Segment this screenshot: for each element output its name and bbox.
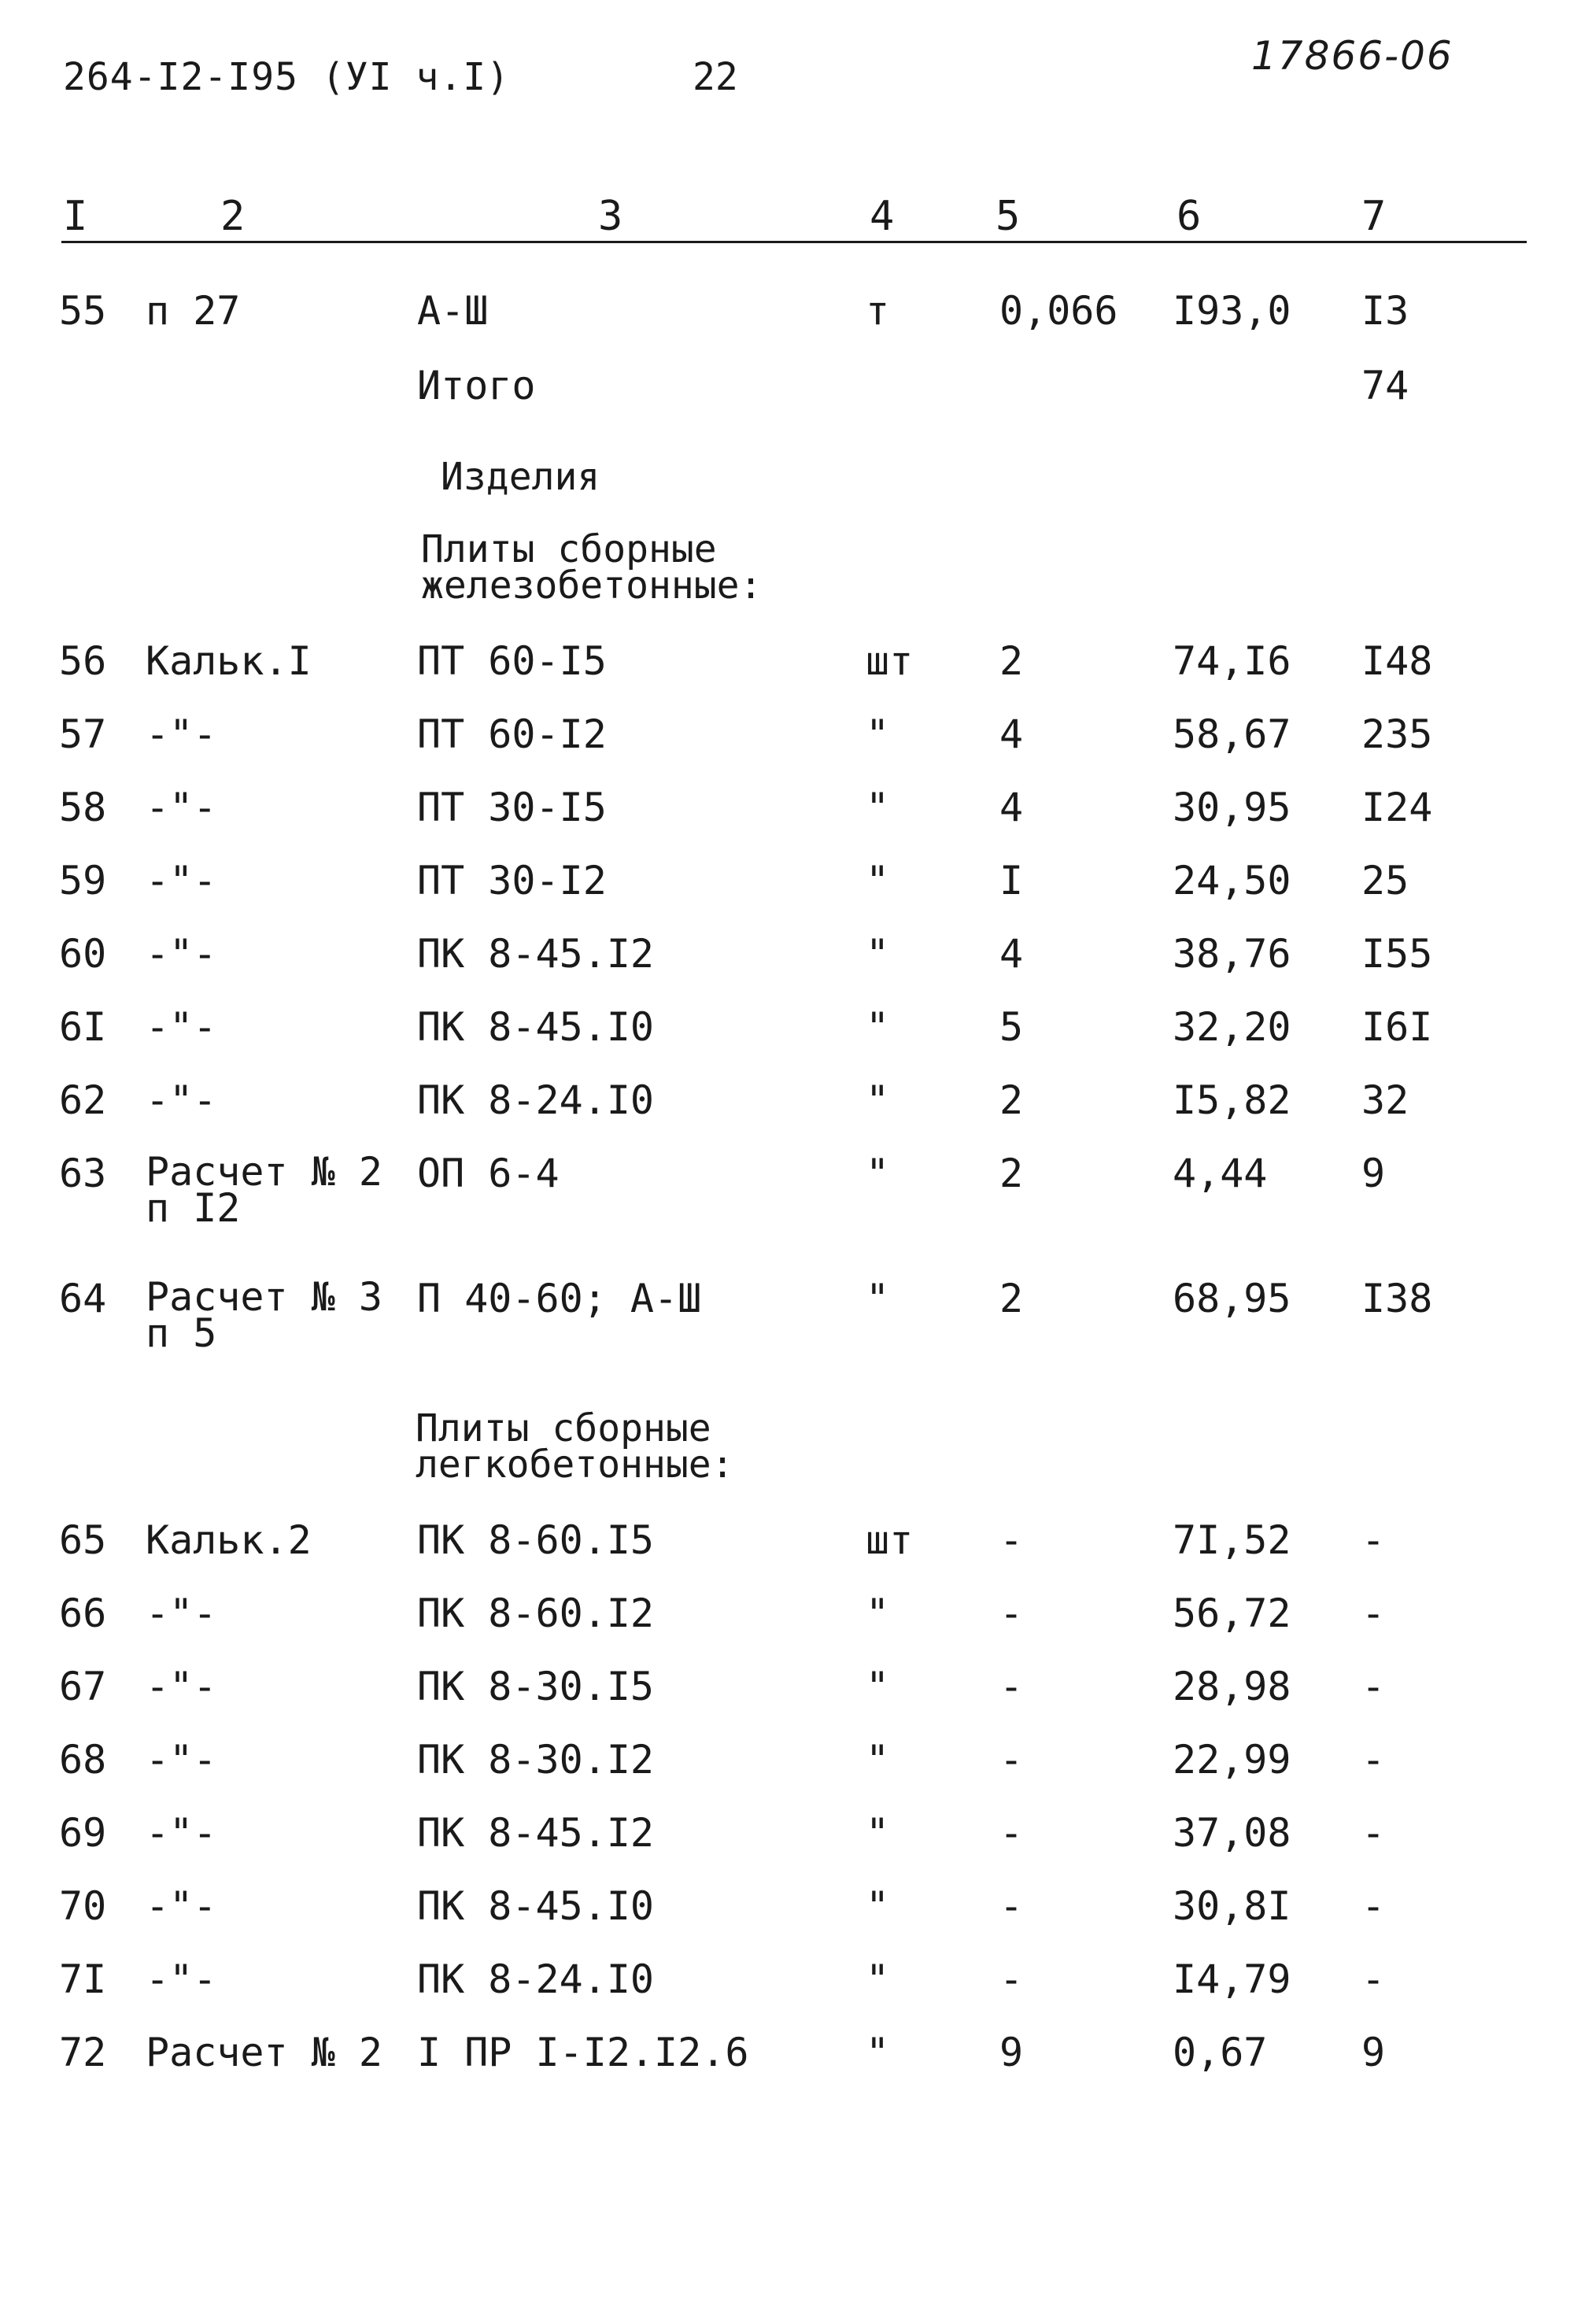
row-price: 7I,52 bbox=[1173, 1517, 1291, 1563]
row-price: I5,82 bbox=[1173, 1077, 1291, 1123]
row-number: 67 bbox=[59, 1664, 107, 1709]
row-price: 22,99 bbox=[1173, 1737, 1291, 1783]
row-item: ПК 8-60.I2 bbox=[417, 1591, 655, 1636]
row-unit: " bbox=[866, 1737, 890, 1783]
row-reference: Расчет № 3 п 5 bbox=[146, 1274, 383, 1356]
row-item: ПК 8-30.I5 bbox=[417, 1664, 655, 1709]
row-price: 32,20 bbox=[1173, 1004, 1291, 1050]
row-reference: -"- bbox=[146, 1664, 217, 1709]
row-total: - bbox=[1361, 1810, 1386, 1856]
row-unit: " bbox=[866, 785, 890, 830]
group-title-lightweight: Плиты сборные легкобетонные: bbox=[416, 1406, 734, 1487]
row-total: 9 bbox=[1361, 1151, 1386, 1196]
row-number: 64 bbox=[59, 1276, 107, 1321]
row-total: 235 bbox=[1361, 711, 1433, 757]
row-number: 59 bbox=[59, 858, 107, 903]
table-row bbox=[0, 1883, 1581, 1934]
row-unit: т bbox=[866, 288, 890, 334]
row-quantity: 2 bbox=[999, 1151, 1024, 1196]
row-quantity: - bbox=[999, 1956, 1024, 2002]
row-number: 57 bbox=[59, 711, 107, 757]
row-quantity: 2 bbox=[999, 1077, 1024, 1123]
row-item: ПТ 30-I2 bbox=[417, 858, 607, 903]
row-number: 70 bbox=[59, 1883, 107, 1929]
row-total: 9 bbox=[1361, 2030, 1386, 2075]
row-unit: " bbox=[866, 1151, 890, 1196]
row-unit: " bbox=[866, 1810, 890, 1856]
row-number: 68 bbox=[59, 1737, 107, 1783]
row-unit: " bbox=[866, 1004, 890, 1050]
table-row bbox=[0, 1004, 1581, 1055]
row-reference: -"- bbox=[146, 1077, 217, 1123]
table-row bbox=[0, 858, 1581, 908]
table-row bbox=[0, 2030, 1581, 2080]
row-reference: -"- bbox=[146, 711, 217, 757]
row-number: 63 bbox=[59, 1151, 107, 1196]
row-item: А-Ш bbox=[417, 288, 489, 334]
table-row bbox=[0, 785, 1581, 835]
row-reference: -"- bbox=[146, 858, 217, 903]
row-unit: " bbox=[866, 1956, 890, 2002]
row-unit: " bbox=[866, 1276, 890, 1321]
row-number: 65 bbox=[59, 1517, 107, 1563]
table-row bbox=[0, 1737, 1581, 1787]
row-number: 72 bbox=[59, 2030, 107, 2075]
row-price: 30,8I bbox=[1173, 1883, 1291, 1929]
table-row bbox=[0, 1274, 1581, 1365]
row-number: 58 bbox=[59, 785, 107, 830]
row-item: ПК 8-45.I0 bbox=[417, 1004, 655, 1050]
row-item: ПТ 60-I5 bbox=[417, 638, 607, 684]
table-row bbox=[0, 1517, 1581, 1568]
row-item: ПК 8-24.I0 bbox=[417, 1077, 655, 1123]
row-reference: -"- bbox=[146, 1004, 217, 1050]
row-quantity: 5 bbox=[999, 1004, 1024, 1050]
row-item: ПК 8-60.I5 bbox=[417, 1517, 655, 1563]
row-price: 24,50 bbox=[1173, 858, 1291, 903]
table-row bbox=[0, 1077, 1581, 1128]
row-price: 0,67 bbox=[1173, 2030, 1268, 2075]
row-reference: -"- bbox=[146, 931, 217, 977]
row-total: - bbox=[1361, 1883, 1386, 1929]
row-number: 62 bbox=[59, 1077, 107, 1123]
row-unit: " bbox=[866, 1077, 890, 1123]
column-number-7: 7 bbox=[1361, 193, 1387, 240]
row-total: 25 bbox=[1361, 858, 1409, 903]
row-number: 66 bbox=[59, 1591, 107, 1636]
row-reference: Кальк.2 bbox=[146, 1517, 312, 1563]
row-reference: -"- bbox=[146, 1737, 217, 1783]
column-number-4: 4 bbox=[870, 193, 895, 240]
row-item: ПК 8-24.I0 bbox=[417, 1956, 655, 2002]
table-row bbox=[0, 1149, 1581, 1240]
row-reference: Расчет № 2 п I2 bbox=[146, 1149, 383, 1231]
section-title: Изделия bbox=[441, 455, 600, 499]
total-row bbox=[0, 363, 1581, 413]
row-number: 55 bbox=[59, 288, 107, 334]
row-item: ПК 8-45.I2 bbox=[417, 1810, 655, 1856]
row-quantity: - bbox=[999, 1883, 1024, 1929]
row-number: 7I bbox=[59, 1956, 107, 2002]
row-total: - bbox=[1361, 1591, 1386, 1636]
row-quantity: 4 bbox=[999, 931, 1024, 977]
row-item: ПТ 30-I5 bbox=[417, 785, 607, 830]
row-reference: п 27 bbox=[146, 288, 241, 334]
row-price: 37,08 bbox=[1173, 1810, 1291, 1856]
column-number-6: 6 bbox=[1177, 193, 1202, 240]
row-unit: " bbox=[866, 931, 890, 977]
table-row bbox=[0, 1956, 1581, 2007]
row-unit: " bbox=[866, 2030, 890, 2075]
handwritten-stamp: 17866-06 bbox=[1251, 33, 1454, 79]
row-price: 4,44 bbox=[1173, 1151, 1268, 1196]
row-total: I38 bbox=[1361, 1276, 1433, 1321]
row-reference: -"- bbox=[146, 1810, 217, 1856]
row-unit: " bbox=[866, 1664, 890, 1709]
row-quantity: 0,066 bbox=[999, 288, 1118, 334]
table-row bbox=[0, 1664, 1581, 1714]
row-total: 32 bbox=[1361, 1077, 1409, 1123]
document-code: 264-I2-I95 (УI ч.I) bbox=[63, 55, 511, 99]
row-item: ПК 8-45.I0 bbox=[417, 1883, 655, 1929]
row-total: - bbox=[1361, 1737, 1386, 1783]
row-total: I3 bbox=[1361, 288, 1409, 334]
row-price: 58,67 bbox=[1173, 711, 1291, 757]
row-reference: -"- bbox=[146, 1956, 217, 2002]
column-number-2: 2 bbox=[220, 193, 246, 240]
row-price: 74,I6 bbox=[1173, 638, 1291, 684]
row-reference: -"- bbox=[146, 1883, 217, 1929]
row-item: П 40-60; А-Ш bbox=[417, 1276, 702, 1321]
row-quantity: 2 bbox=[999, 638, 1024, 684]
column-number-1: I bbox=[63, 193, 88, 240]
row-quantity: I bbox=[999, 858, 1024, 903]
row-number: 60 bbox=[59, 931, 107, 977]
row-price: 28,98 bbox=[1173, 1664, 1291, 1709]
row-total: I24 bbox=[1361, 785, 1433, 830]
row-number: 6I bbox=[59, 1004, 107, 1050]
row-unit: " bbox=[866, 858, 890, 903]
row-total: - bbox=[1361, 1664, 1386, 1709]
row-total: I48 bbox=[1361, 638, 1433, 684]
row-reference: -"- bbox=[146, 1591, 217, 1636]
total-value: 74 bbox=[1361, 363, 1409, 408]
table-row bbox=[0, 288, 1581, 338]
row-reference: Кальк.I bbox=[146, 638, 312, 684]
row-unit: " bbox=[866, 1591, 890, 1636]
row-price: I4,79 bbox=[1173, 1956, 1291, 2002]
row-price: 38,76 bbox=[1173, 931, 1291, 977]
row-quantity: 2 bbox=[999, 1276, 1024, 1321]
page-number: 22 bbox=[693, 55, 738, 99]
row-quantity: - bbox=[999, 1737, 1024, 1783]
row-quantity: - bbox=[999, 1810, 1024, 1856]
table-row bbox=[0, 638, 1581, 689]
row-total: I55 bbox=[1361, 931, 1433, 977]
table-row bbox=[0, 1810, 1581, 1860]
row-reference: -"- bbox=[146, 785, 217, 830]
table-row bbox=[0, 711, 1581, 762]
row-total: - bbox=[1361, 1517, 1386, 1563]
row-quantity: - bbox=[999, 1517, 1024, 1563]
row-total: I6I bbox=[1361, 1004, 1433, 1050]
row-unit: " bbox=[866, 1883, 890, 1929]
row-item: ПК 8-30.I2 bbox=[417, 1737, 655, 1783]
row-quantity: 4 bbox=[999, 785, 1024, 830]
table-row bbox=[0, 1591, 1581, 1641]
row-quantity: - bbox=[999, 1591, 1024, 1636]
row-item: I ПР I-I2.I2.6 bbox=[417, 2030, 749, 2075]
row-price: 30,95 bbox=[1173, 785, 1291, 830]
row-reference: Расчет № 2 bbox=[146, 2030, 383, 2075]
row-quantity: 9 bbox=[999, 2030, 1024, 2075]
row-price: 68,95 bbox=[1173, 1276, 1291, 1321]
table-row bbox=[0, 931, 1581, 981]
row-item: ПТ 60-I2 bbox=[417, 711, 607, 757]
row-number: 56 bbox=[59, 638, 107, 684]
row-number: 69 bbox=[59, 1810, 107, 1856]
row-unit: шт bbox=[866, 638, 914, 684]
header-rule bbox=[61, 241, 1527, 243]
total-label: Итого bbox=[417, 363, 536, 408]
row-quantity: 4 bbox=[999, 711, 1024, 757]
row-unit: шт bbox=[866, 1517, 914, 1563]
column-number-3: 3 bbox=[598, 193, 623, 240]
row-price: I93,0 bbox=[1173, 288, 1291, 334]
row-quantity: - bbox=[999, 1664, 1024, 1709]
row-price: 56,72 bbox=[1173, 1591, 1291, 1636]
row-item: ОП 6-4 bbox=[417, 1151, 560, 1196]
column-number-5: 5 bbox=[996, 193, 1021, 240]
row-unit: " bbox=[866, 711, 890, 757]
row-item: ПК 8-45.I2 bbox=[417, 931, 655, 977]
row-total: - bbox=[1361, 1956, 1386, 2002]
group-title-reinforced: Плиты сборные железобетонные: bbox=[421, 527, 763, 608]
